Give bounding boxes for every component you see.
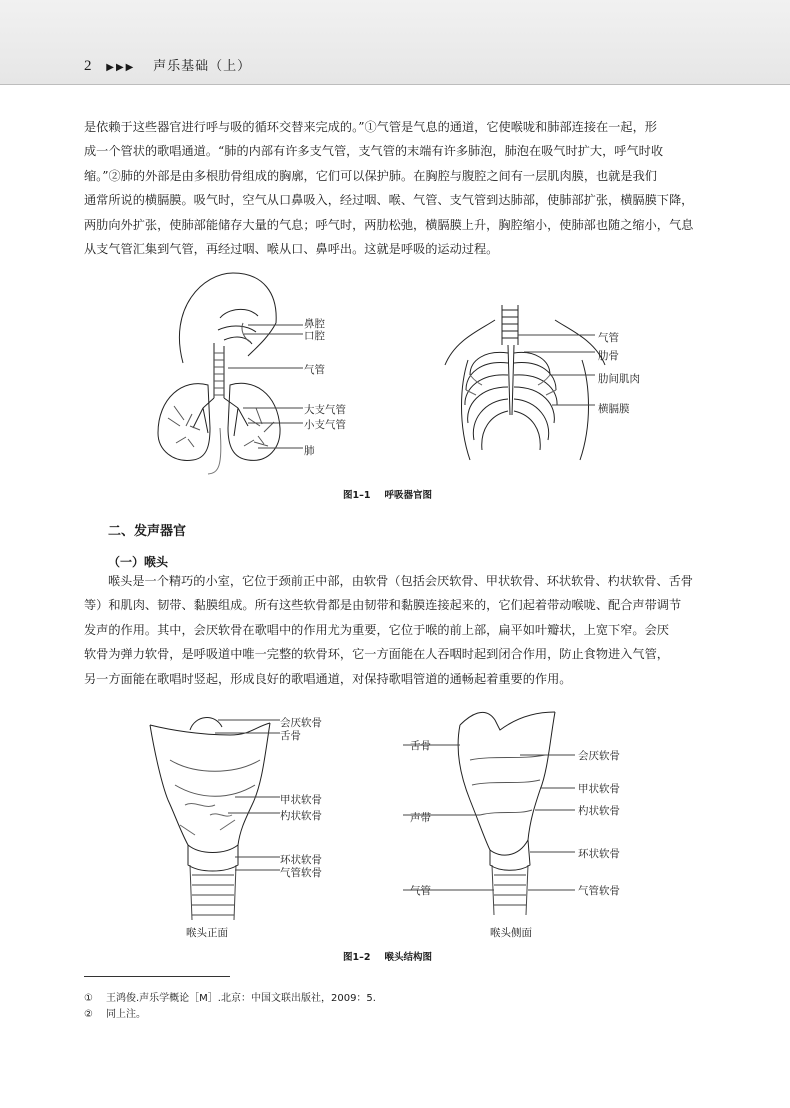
label-main-bronchus: 大支气管	[304, 404, 346, 416]
text-line: 两肋向外扩张，使肺部能储存大量的气息；呼气时，两肋松弛，横膈膜上升，胸腔缩小，使肺部也随之缩小，气息	[84, 217, 694, 232]
label-cricoid-front: 环状软骨	[280, 854, 322, 866]
side-view-caption: 喉头侧面	[490, 927, 532, 939]
figure1-caption	[343, 487, 432, 501]
front-view-caption: 喉头正面	[186, 927, 228, 939]
label-epiglottis-front: 会厌软骨	[280, 717, 322, 729]
arrow-icons: ▶▶▶	[106, 62, 136, 73]
label-ribs: 肋骨	[598, 350, 619, 362]
text-line: 等）和肌肉、韧带、黏膜组成。所有这些软骨都是由韧带和黏膜连接起来的，它们起着带动喉咙、配合声带调节	[84, 598, 682, 613]
text-line: 从支气管汇集到气管，再经过咽、喉从口、鼻呼出。这就是呼吸的运动过程。	[84, 242, 499, 257]
label-arytenoid-front: 杓状软骨	[280, 810, 322, 822]
label-arytenoid-side: 杓状软骨	[578, 805, 620, 817]
figure1-number: 图1–1	[343, 490, 371, 501]
text-line: 通常所说的横膈膜。吸气时，空气从口鼻吸入，经过咽、喉、气管、支气管到达肺部，使肺部扩张，横膈膜下降，	[84, 193, 694, 208]
text-line: 缩。”②肺的外部是由多根肋骨组成的胸廓，它们可以保护肺。在胸腔与腹腔之间有一层肌肉膜，也就是我们	[84, 168, 657, 183]
label-small-bronchus: 小支气管	[304, 419, 346, 431]
respiratory-organs-illustration	[148, 268, 378, 476]
label-thyroid-front: 甲状软骨	[280, 794, 322, 806]
label-trachea-right: 气管	[598, 332, 619, 344]
header-rule	[0, 84, 790, 85]
larynx-paragraph	[84, 569, 700, 691]
figure2-caption	[343, 949, 432, 963]
footnote-text: 同上注。	[106, 1009, 146, 1020]
footnote-1	[84, 989, 376, 1004]
label-oral-cavity: 口腔	[304, 330, 325, 342]
text-line: 是依赖于这些器官进行呼与吸的循环交替来完成的。”①气管是气息的通道，它使喉咙和肺部连接在一起，形	[84, 120, 657, 134]
label-nasal-cavity: 鼻腔	[304, 318, 325, 330]
footnote-mark: ②	[84, 1009, 93, 1020]
label-epiglottis-side: 会厌软骨	[578, 750, 620, 762]
footnote-mark: ①	[84, 993, 93, 1004]
label-hyoid-side: 舌骨	[410, 740, 431, 752]
label-cricoid-side: 环状软骨	[578, 848, 620, 860]
running-header	[84, 55, 251, 75]
page-number: 2	[84, 58, 93, 74]
text-line: 成一个管状的歌唱通道。“肺的内部有许多支气管，支气管的末端有许多肺泡，肺泡在吸气时扩大，呼气时收	[84, 144, 664, 159]
figure1-title: 呼吸器官图	[384, 490, 432, 501]
label-vocal-cords: 声带	[410, 812, 431, 824]
section-heading: 二、发声器官	[108, 524, 187, 539]
text-line: 另一方面能在歌唱时竖起，形成良好的歌唱通道，对保持歌唱管道的通畅起着重要的作用。	[84, 671, 572, 686]
footnote-text: 王鸿俊.声乐学概论［M］.北京：中国文联出版社，2009：5.	[106, 993, 376, 1004]
book-title: 声乐基础（上）	[153, 59, 252, 74]
label-hyoid-front: 舌骨	[280, 730, 301, 742]
label-tracheal-front: 气管软骨	[280, 867, 322, 879]
text-line: 喉头是一个精巧的小室，它位于颈前正中部，由软骨（包括会厌软骨、甲状软骨、环状软骨、杓状软骨、舌骨	[108, 574, 693, 588]
label-intercostal-muscles: 肋间肌肉	[598, 373, 640, 385]
figure2-title: 喉头结构图	[384, 952, 432, 963]
footnote-2	[84, 1005, 146, 1020]
label-lung: 肺	[304, 445, 315, 457]
label-diaphragm: 横膈膜	[598, 403, 630, 415]
label-tracheal-side: 气管软骨	[578, 885, 620, 897]
text-line: 发声的作用。其中，会厌软骨在歌唱中的作用尤为重要，它位于喉的前上部，扁平如叶瓣状，上宽下窄。会厌	[84, 622, 669, 637]
text-line: 软骨为弹力软骨，是呼吸道中唯一完整的软骨环，它一方面能在人吞咽时起到闭合作用，防止食物进入气管，	[84, 647, 669, 662]
label-trachea-side: 气管	[410, 885, 431, 897]
figure2-number: 图1–2	[343, 952, 371, 963]
label-trachea: 气管	[304, 364, 325, 376]
footnote-rule	[84, 976, 230, 977]
label-thyroid-side: 甲状软骨	[578, 783, 620, 795]
subsection-heading: （一）喉头	[108, 555, 169, 569]
intro-paragraph	[84, 115, 700, 261]
larynx-front-illustration	[140, 705, 380, 935]
